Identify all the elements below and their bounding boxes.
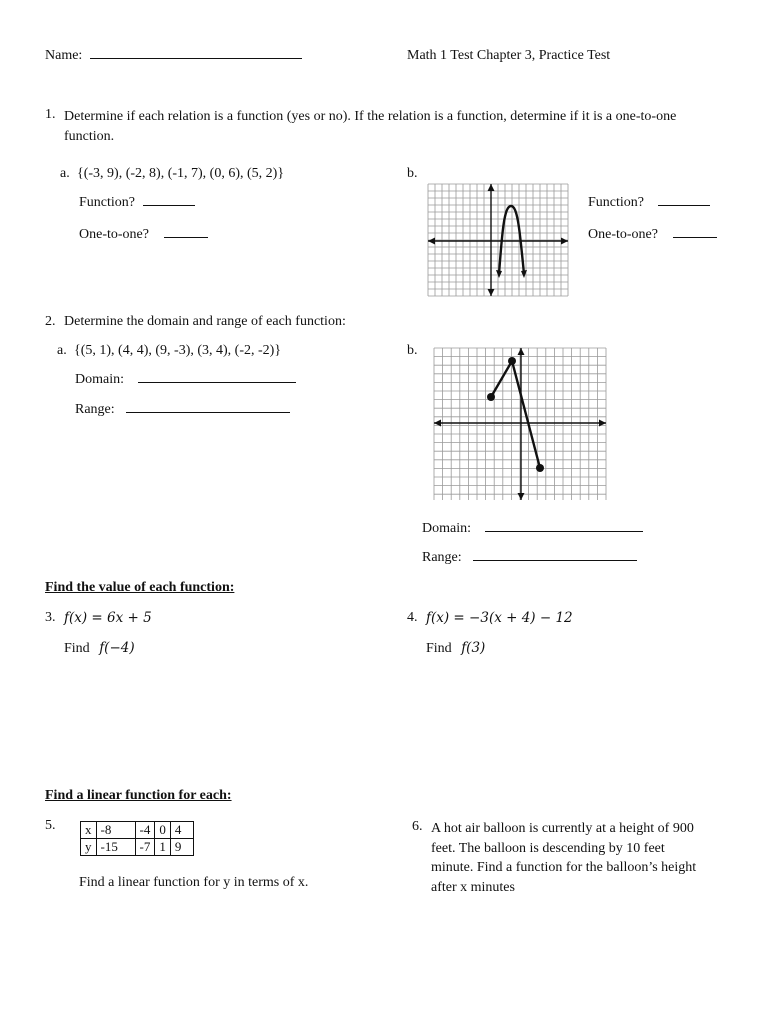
q1a-one-to-one-label: One-to-one?	[79, 227, 149, 242]
q5-table-wrap	[80, 821, 194, 856]
q2a-set: {(5, 1), (4, 4), (9, -3), (3, 4), (-2, -2)}	[74, 343, 282, 358]
q1a-one-to-one-row	[79, 227, 208, 243]
q2b-range-blank[interactable]	[473, 559, 637, 561]
q3-find-arg: f(−4)	[99, 640, 135, 656]
q1a-label: a.	[60, 166, 70, 181]
q2a-range-blank[interactable]	[126, 411, 290, 413]
q2b-segments	[491, 361, 540, 468]
q2a-label: a.	[57, 343, 67, 358]
q1a-function-blank[interactable]	[143, 204, 195, 206]
q2b-endpoint-right	[536, 464, 544, 472]
q1b-x-arrow-right	[561, 238, 568, 245]
q1a-function-label: Function?	[79, 195, 135, 210]
q1b-one-to-one-label: One-to-one?	[588, 227, 658, 242]
q4-find-row	[426, 640, 485, 657]
q1b-function-label: Function?	[588, 195, 644, 210]
q2b-vertex-point	[508, 357, 516, 365]
q5-instruction: Find a linear function for y in terms of x.	[79, 875, 309, 890]
q1a-function-row	[79, 195, 195, 211]
q2-text: Determine the domain and range of each function:	[64, 314, 346, 329]
q1b-function-row	[588, 195, 710, 211]
q2b-domain-label: Domain:	[422, 521, 471, 536]
q1b-one-to-one-row	[588, 227, 717, 243]
q5-table-row-x	[81, 822, 194, 839]
q2b-label: b.	[407, 343, 418, 358]
q2b-range-label: Range:	[422, 550, 462, 565]
q4-find-arg: f(3)	[461, 640, 486, 656]
q6-number: 6.	[412, 819, 423, 834]
q2a-domain-label: Domain:	[75, 372, 124, 387]
q2a-domain-blank[interactable]	[138, 381, 296, 383]
q5-x-value: 0	[155, 822, 171, 839]
q4-find-label: Find	[426, 641, 452, 656]
q3-function: f(x) = 6x + 5	[64, 610, 152, 626]
q1a-one-to-one-blank[interactable]	[164, 236, 208, 238]
q5-y-value: 9	[170, 839, 193, 856]
name-blank[interactable]	[90, 57, 302, 59]
page-title: Math 1 Test Chapter 3, Practice Test	[407, 48, 611, 63]
q4-function: f(x) = −3(x + 4) − 12	[426, 610, 573, 626]
q1b-graph	[428, 184, 568, 296]
q1b-y-arrow-up	[488, 184, 495, 191]
q2a-domain-row	[75, 372, 296, 388]
q1-number: 1.	[45, 107, 56, 122]
q2b-domain-blank[interactable]	[485, 530, 643, 532]
q5-x-value: -4	[135, 822, 155, 839]
q1b-function-blank[interactable]	[658, 204, 710, 206]
q1b-x-arrow-left	[428, 238, 435, 245]
q2-number: 2.	[45, 314, 56, 329]
q5-x-value: 4	[170, 822, 193, 839]
q1-text: Determine if each relation is a function (yes or no). If the relation is a function, determine if it is a one-to-one function.	[64, 109, 677, 144]
q2b-range-row	[422, 550, 637, 566]
q5-x-value: -8	[96, 822, 135, 839]
q5-y-label: y	[81, 839, 97, 856]
q5-y-value: 1	[155, 839, 171, 856]
q1b-y-arrow-down	[488, 289, 495, 296]
q4-number: 4.	[407, 610, 418, 625]
q2b-grid	[434, 348, 606, 500]
q2b-endpoint-left	[487, 393, 495, 401]
values-heading: Find the value of each function:	[45, 580, 235, 595]
q1b-label: b.	[407, 166, 418, 181]
q1b-one-to-one-blank[interactable]	[673, 236, 717, 238]
q1b-grid	[428, 184, 568, 296]
q5-number: 5.	[45, 818, 56, 833]
q6-text: A hot air balloon is currently at a height of 900 feet. The balloon is descending by 10 feet minute. Find a function for the balloon’s height after x minutes	[431, 821, 697, 895]
name-label	[45, 48, 302, 64]
q1b-parabola-arrow-left	[496, 270, 502, 278]
q2a-range-row	[75, 402, 290, 418]
q2b-domain-row	[422, 521, 643, 537]
q5-table	[80, 821, 194, 856]
q5-y-value: -7	[135, 839, 155, 856]
q2b-graph	[434, 348, 606, 500]
q1a-set: {(-3, 9), (-2, 8), (-1, 7), (0, 6), (5, 2)}	[77, 166, 285, 181]
q3-find-row	[64, 640, 135, 657]
q3-find-label: Find	[64, 641, 90, 656]
q2a-range-label: Range:	[75, 402, 115, 417]
q2b-y-arrow-down	[518, 493, 525, 500]
q5-x-label: x	[81, 822, 97, 839]
q3-number: 3.	[45, 610, 56, 625]
linear-heading: Find a linear function for each:	[45, 788, 232, 803]
q5-table-row-y	[81, 839, 194, 856]
name-label-text: Name:	[45, 48, 83, 63]
q2b-y-arrow-up	[518, 348, 525, 355]
q5-y-value: -15	[96, 839, 135, 856]
